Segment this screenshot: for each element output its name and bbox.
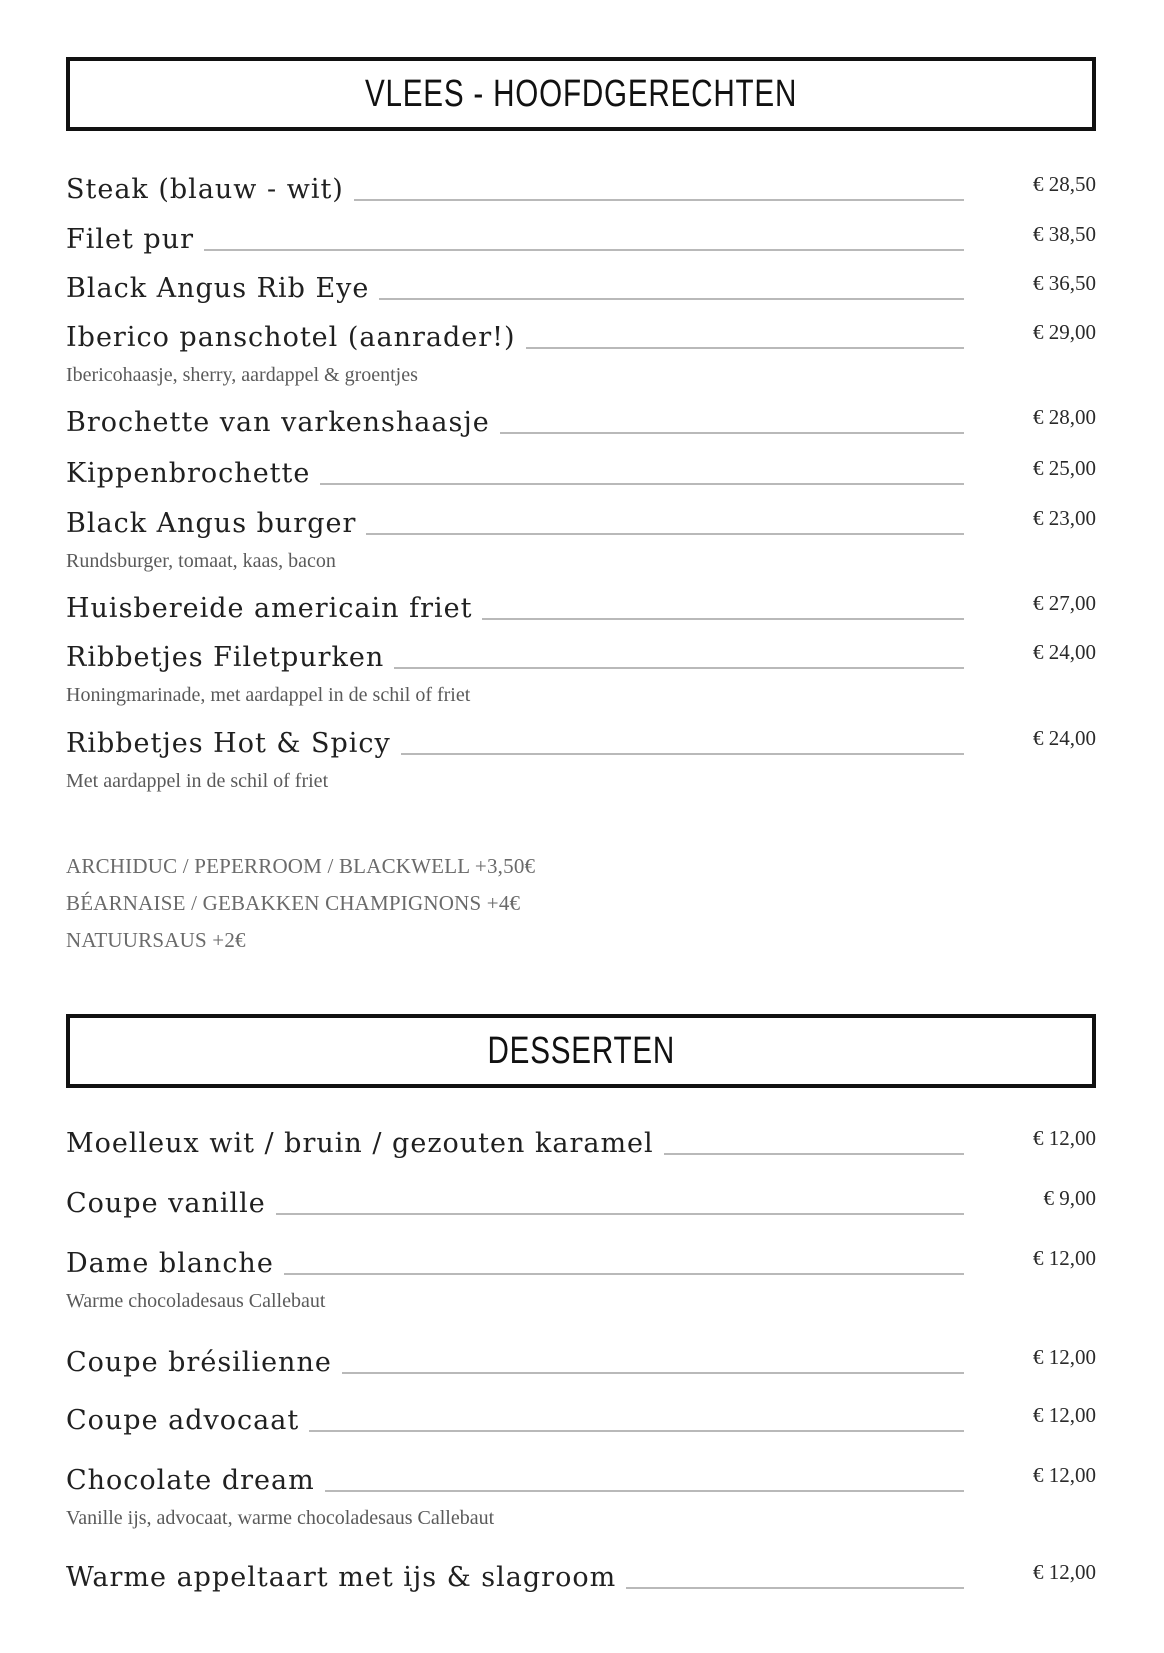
item-price: € 29,00: [1033, 320, 1096, 344]
item-price: € 25,00: [1033, 456, 1096, 480]
menu-item: [66, 638, 1096, 707]
item-price: € 12,00: [1033, 1345, 1096, 1369]
item-name: Coupe advocaat: [66, 1405, 300, 1436]
dotted-leader: [664, 1153, 964, 1155]
item-price: € 36,50: [1033, 271, 1096, 295]
section-header-desserten: [66, 1014, 1096, 1088]
item-name: Ribbetjes Hot & Spicy: [66, 728, 391, 759]
item-name: Iberico panschotel (aanrader!): [66, 322, 516, 353]
item-name: Coupe brésilienne: [66, 1347, 332, 1378]
item-description: Honingmarinade, met aardappel in de schil of friet: [66, 684, 471, 706]
dotted-leader: [500, 432, 964, 434]
dotted-leader: [284, 1273, 964, 1275]
item-description: Warme chocoladesaus Callebaut: [66, 1290, 326, 1312]
item-description: Ibericohaasje, sherry, aardappel & groentjes: [66, 364, 418, 386]
item-name: Coupe vanille: [66, 1188, 266, 1219]
menu-item: [66, 269, 1096, 309]
item-price: € 38,50: [1033, 222, 1096, 246]
item-price: € 12,00: [1033, 1403, 1096, 1427]
item-description: Rundsburger, tomaat, kaas, bacon: [66, 550, 336, 572]
extra-line: BÉARNAISE / GEBAKKEN CHAMPIGNONS +4€: [66, 891, 521, 915]
extra-line: ARCHIDUC / PEPERROOM / BLACKWELL +3,50€: [66, 854, 536, 878]
item-name: Chocolate dream: [66, 1465, 315, 1496]
item-price: € 12,00: [1033, 1560, 1096, 1584]
item-name: Ribbetjes Filetpurken: [66, 642, 385, 673]
dotted-leader: [526, 347, 964, 349]
item-name: Moelleux wit / bruin / gezouten karamel: [66, 1128, 654, 1159]
menu-item: [66, 1401, 1096, 1441]
item-price: € 23,00: [1033, 506, 1096, 530]
item-price: € 27,00: [1033, 591, 1096, 615]
item-name: Black Angus burger: [66, 508, 357, 539]
item-price: € 12,00: [1033, 1246, 1096, 1270]
extra-line: NATUURSAUS +2€: [66, 928, 246, 952]
dotted-leader: [325, 1490, 964, 1492]
dotted-leader: [309, 1430, 964, 1432]
menu-item: [66, 1461, 1096, 1530]
item-name: Black Angus Rib Eye: [66, 273, 370, 304]
dotted-leader: [626, 1587, 964, 1589]
menu-item: [66, 1343, 1096, 1383]
menu-item: [66, 170, 1096, 210]
dotted-leader: [320, 483, 964, 485]
dotted-leader: [366, 533, 964, 535]
item-name: Warme appeltaart met ijs & slagroom: [66, 1562, 617, 1593]
dotted-leader: [482, 618, 964, 620]
item-price: € 9,00: [1043, 1186, 1096, 1210]
item-price: € 24,00: [1033, 726, 1096, 750]
item-price: € 12,00: [1033, 1126, 1096, 1150]
item-description: Met aardappel in de schil of friet: [66, 770, 329, 792]
menu-item: [66, 589, 1096, 629]
dotted-leader: [379, 298, 964, 300]
item-name: Steak (blauw - wit): [66, 174, 344, 205]
section-title: VLEES - HOOFDGERECHTEN: [364, 72, 798, 115]
dotted-leader: [342, 1372, 964, 1374]
dotted-leader: [204, 249, 964, 251]
dotted-leader: [394, 667, 964, 669]
menu-item: [66, 724, 1096, 793]
menu-item: [66, 318, 1096, 387]
dotted-leader: [354, 199, 964, 201]
section-title: DESSERTEN: [487, 1029, 675, 1072]
dotted-leader: [276, 1213, 964, 1215]
menu-item: [66, 403, 1096, 443]
menu-item: [66, 454, 1096, 494]
item-name: Kippenbrochette: [66, 458, 311, 489]
item-name: Brochette van varkenshaasje: [66, 407, 490, 438]
section-header-vlees: [66, 57, 1096, 131]
menu-item: [66, 220, 1096, 260]
item-price: € 28,00: [1033, 405, 1096, 429]
dotted-leader: [401, 753, 964, 755]
item-price: € 24,00: [1033, 640, 1096, 664]
item-name: Dame blanche: [66, 1248, 274, 1279]
menu-item: [66, 1558, 1096, 1598]
menu-item: [66, 504, 1096, 573]
menu-item: [66, 1184, 1096, 1224]
item-name: Filet pur: [66, 224, 194, 255]
menu-item: [66, 1244, 1096, 1313]
menu-item: [66, 1124, 1096, 1164]
item-price: € 12,00: [1033, 1463, 1096, 1487]
item-description: Vanille ijs, advocaat, warme chocoladesaus Callebaut: [66, 1507, 495, 1529]
sauce-extras: [66, 848, 535, 959]
item-price: € 28,50: [1033, 172, 1096, 196]
item-name: Huisbereide americain friet: [66, 593, 473, 624]
